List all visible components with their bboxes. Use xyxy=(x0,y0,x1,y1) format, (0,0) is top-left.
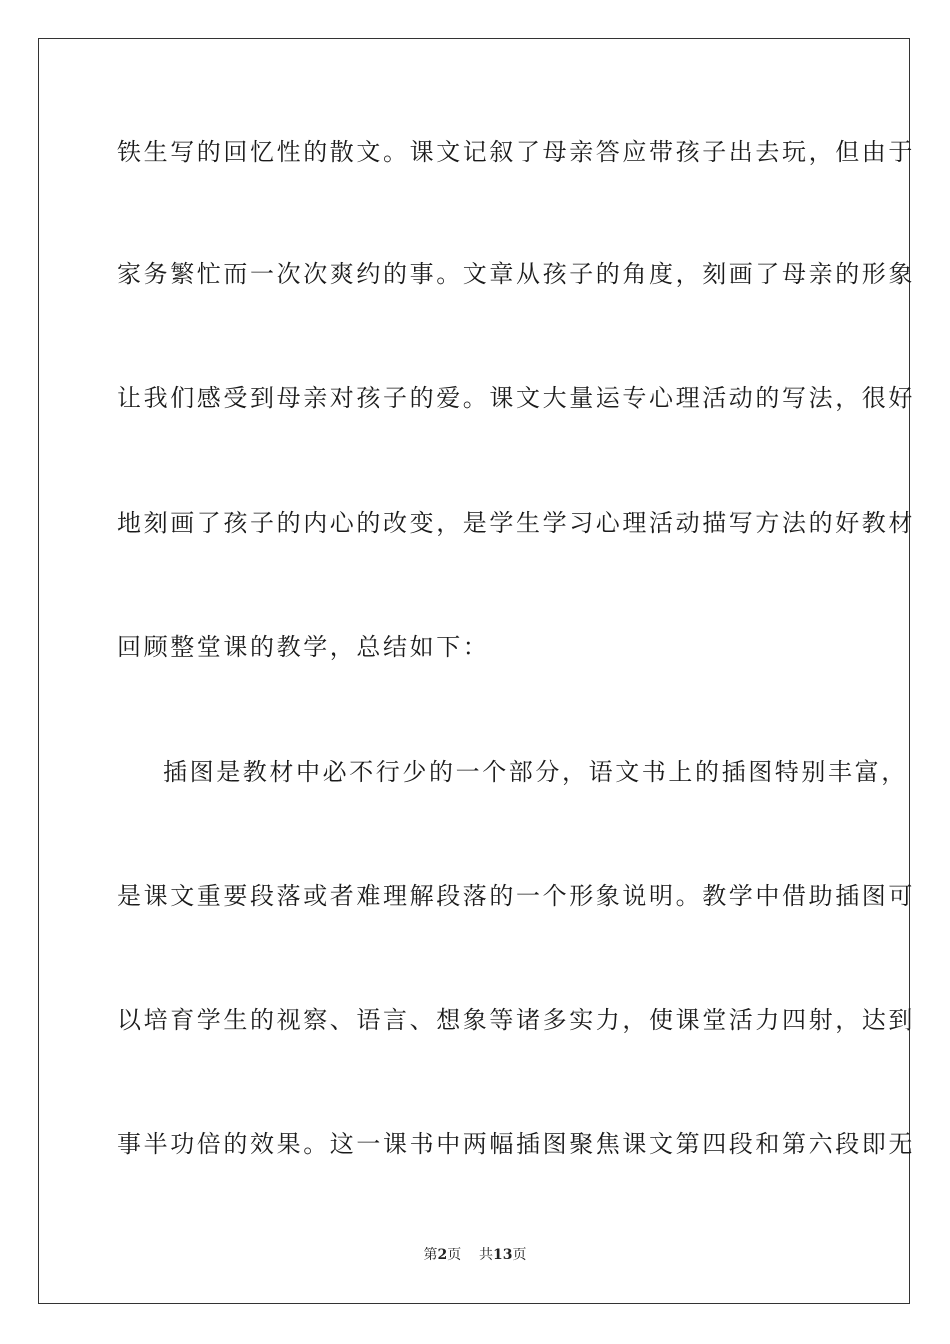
text-line-1: 铁生写的回忆性的散文。课文记叙了母亲答应带孩子出去玩，但由于 xyxy=(117,138,915,166)
page-number: 2 xyxy=(437,1247,448,1263)
text-line-4: 地刻画了孩子的内心的改变，是学生学习心理活动描写方法的好教材 xyxy=(117,509,915,537)
page-suffix: 页 xyxy=(447,1247,462,1263)
text-line-6-paragraph-start: 插图是教材中必不行少的一个部分，语文书上的插图特别丰富， xyxy=(163,758,908,786)
page-border xyxy=(38,38,915,1304)
text-line-3: 让我们感受到母亲对孩子的爱。课文大量运专心理活动的写法，很好 xyxy=(117,384,915,412)
text-line-7: 是课文重要段落或者难理解段落的一个形象说明。教学中借助插图可 xyxy=(117,882,915,910)
total-pages: 13 xyxy=(493,1247,513,1263)
page-footer xyxy=(0,1246,950,1264)
total-prefix: 共 xyxy=(479,1247,494,1263)
text-line-9: 事半功倍的效果。这一课书中两幅插图聚焦课文第四段和第六段即无 xyxy=(117,1130,915,1158)
text-line-5: 回顾整堂课的教学，总结如下： xyxy=(117,633,490,661)
text-line-8: 以培育学生的视察、语言、想象等诸多实力，使课堂活力四射，达到 xyxy=(117,1006,915,1034)
text-line-2: 家务繁忙而一次次爽约的事。文章从孩子的角度，刻画了母亲的形象 xyxy=(117,260,915,288)
page-prefix: 第 xyxy=(423,1247,438,1263)
total-suffix: 页 xyxy=(512,1247,527,1263)
